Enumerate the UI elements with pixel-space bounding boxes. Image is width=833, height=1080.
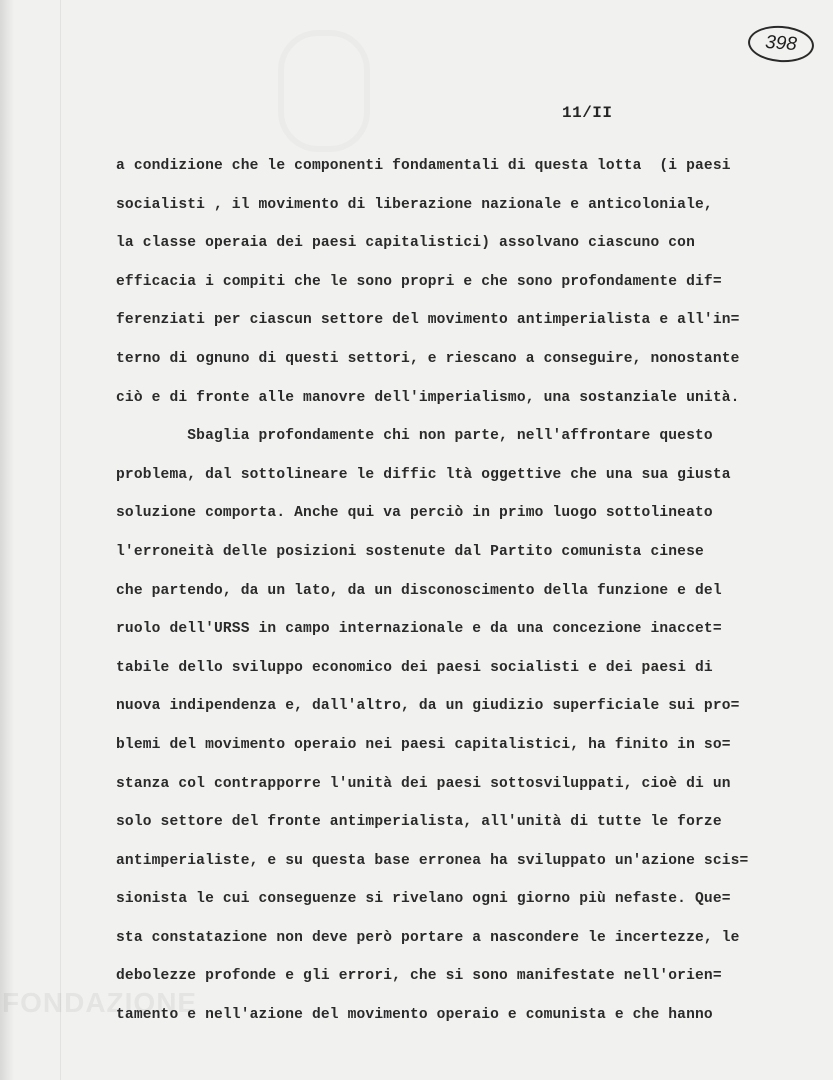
page-edge-shadow bbox=[0, 0, 14, 1080]
page-fold-line bbox=[60, 0, 61, 1080]
text-line: nuova indipendenza e, dall'altro, da un giudizio superficiale sui pro= bbox=[116, 698, 740, 715]
text-line: efficacia i compiti che le sono propri e che sono profondamente dif= bbox=[116, 273, 722, 290]
text-line: debolezze profonde e gli errori, che si sono manifestate nell'orien= bbox=[116, 968, 722, 985]
text-line: ruolo dell'URSS in campo internazionale e da una concezione inaccet= bbox=[116, 621, 722, 638]
archive-number-stamp: 398 bbox=[747, 24, 815, 65]
text-line: Sbaglia profondamente chi non parte, nell'affrontare questo bbox=[116, 428, 713, 445]
text-line: sta constatazione non deve però portare a nascondere le incertezze, le bbox=[116, 929, 740, 946]
text-line: tabile dello sviluppo economico dei paesi socialisti e dei paesi di bbox=[116, 659, 713, 676]
text-line: a condizione che le componenti fondamentali di questa lotta (i paesi bbox=[116, 158, 731, 174]
text-line: soluzione comporta. Anche qui va perciò in primo luogo sottolineato bbox=[116, 505, 713, 522]
text-line: problema, dal sottolineare le diffic ltà oggettive che una sua giusta bbox=[116, 466, 731, 483]
text-line: la classe operaia dei paesi capitalistici) assolvano ciascuno con bbox=[116, 235, 695, 252]
text-line: ciò e di fronte alle manovre dell'imperialismo, una sostanziale unità. bbox=[116, 389, 740, 406]
text-line: che partendo, da un lato, da un disconoscimento della funzione e del bbox=[116, 582, 722, 599]
faded-stamp-mark bbox=[278, 30, 370, 152]
archive-watermark: FONDAZIONE bbox=[2, 987, 198, 1018]
text-line: l'erroneità delle posizioni sostenute dal Partito comunista cinese bbox=[116, 543, 704, 560]
text-line: terno di ognuno di questi settori, e riescano a conseguire, nonostante bbox=[116, 350, 740, 367]
text-line: stanza col contrapporre l'unità dei paesi sottosviluppati, cioè di un bbox=[116, 775, 731, 792]
text-line: socialisti , il movimento di liberazione nazionale e anticoloniale, bbox=[116, 196, 713, 213]
text-line: tamento e nell'azione del movimento operaio e comunista e che hanno bbox=[116, 1007, 713, 1024]
page-number: 11/II bbox=[562, 104, 613, 122]
text-line: blemi del movimento operaio nei paesi capitalistici, ha finito in so= bbox=[116, 736, 731, 753]
text-line: ferenziati per ciascun settore del movimento antimperialista e all'in= bbox=[116, 312, 740, 329]
text-line: solo settore del fronte antimperialista, all'unità di tutte le forze bbox=[116, 814, 722, 831]
text-line: sionista le cui conseguenze si rivelano ogni giorno più nefaste. Que= bbox=[116, 891, 731, 908]
text-line: antimperialiste, e su questa base erronea ha sviluppato un'azione scis= bbox=[116, 852, 749, 869]
typewritten-body bbox=[116, 152, 816, 1040]
